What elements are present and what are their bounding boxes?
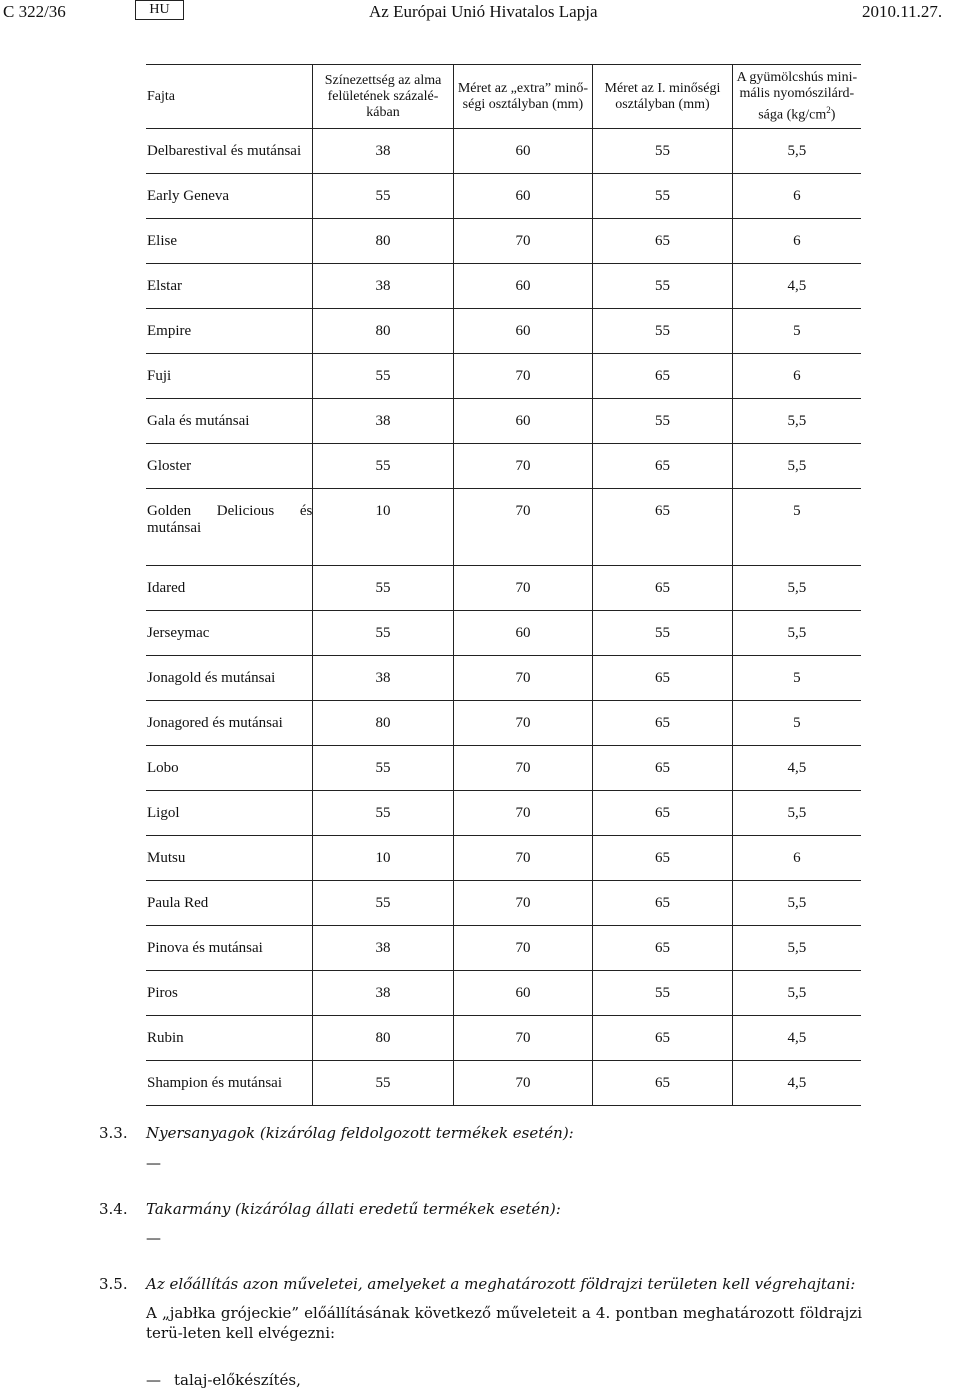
variety-cell: Ligol	[146, 791, 313, 836]
variety-cell: Jerseymac	[146, 611, 313, 656]
table-body	[146, 129, 861, 1106]
coloring-cell: 55	[313, 881, 453, 926]
firmness-cell: 4,5	[732, 1061, 861, 1106]
body-paragraph: A „jabłka grójeckie” előállításának következő műveleteit a 4. pontban meghatározott földrajzi terü-leten kell elvégezni:	[146, 1304, 862, 1342]
firmness-cell: 4,5	[732, 264, 861, 309]
table-row	[146, 881, 861, 926]
table-row	[146, 971, 861, 1016]
variety-cell: Pinova és mutánsai	[146, 926, 313, 971]
column-header-size-extra: Méret az „extra” minő-ségi osztályban (mm)	[453, 65, 593, 129]
size-extra-cell: 60	[453, 399, 593, 444]
size-class-one-cell: 65	[593, 1061, 733, 1106]
size-class-one-cell: 55	[593, 399, 733, 444]
size-extra-cell: 70	[453, 836, 593, 881]
variety-cell: Jonagold és mutánsai	[146, 656, 313, 701]
variety-cell: Piros	[146, 971, 313, 1016]
size-class-one-cell: 55	[593, 264, 733, 309]
variety-cell: Delbarestival és mutánsai	[146, 129, 313, 174]
size-extra-cell: 70	[453, 701, 593, 746]
coloring-cell: 55	[313, 746, 453, 791]
size-extra-cell: 60	[453, 264, 593, 309]
coloring-cell: 38	[313, 971, 453, 1016]
size-extra-cell: 70	[453, 489, 593, 566]
size-class-one-cell: 65	[593, 926, 733, 971]
variety-cell: Early Geneva	[146, 174, 313, 219]
table-row	[146, 746, 861, 791]
table-row	[146, 174, 861, 219]
variety-name-line: mutánsai	[147, 520, 202, 536]
table-row	[146, 791, 861, 836]
firmness-cell: 5	[732, 309, 861, 354]
coloring-cell: 38	[313, 399, 453, 444]
section-title: Az előállítás azon műveletei, amelyeket a meghatározott földrajzi területen kell végrehajtani:	[146, 1275, 856, 1293]
size-extra-cell: 70	[453, 926, 593, 971]
size-extra-cell: 70	[453, 354, 593, 399]
coloring-cell: 10	[313, 836, 453, 881]
apple-variety-table	[146, 64, 861, 1106]
variety-cell: Paula Red	[146, 881, 313, 926]
column-header-firmness: A gyümölcshús mini-mális nyomószilárd-sága $(kg/cm^2)$	[732, 65, 861, 129]
size-extra-cell: 70	[453, 444, 593, 489]
firmness-cell: 5,5	[732, 971, 861, 1016]
variety-cell: Shampion és mutánsai	[146, 1061, 313, 1106]
coloring-cell: 80	[313, 701, 453, 746]
size-class-one-cell: 55	[593, 309, 733, 354]
variety-cell: Mutsu	[146, 836, 313, 881]
size-extra-cell: 70	[453, 1061, 593, 1106]
firmness-cell: 4,5	[732, 1016, 861, 1061]
column-header-coloring: Színezettség az alma felületének százalé-kában	[313, 65, 453, 129]
list-dash: —	[146, 1371, 161, 1389]
table-row	[146, 129, 861, 174]
table-row	[146, 399, 861, 444]
size-class-one-cell: 55	[593, 611, 733, 656]
size-class-one-cell: 65	[593, 746, 733, 791]
journal-title: Az Európai Unió Hivatalos Lapja	[369, 2, 598, 21]
firmness-cell: 5,5	[732, 611, 861, 656]
variety-cell: Rubin	[146, 1016, 313, 1061]
variety-cell: Gala és mutánsai	[146, 399, 313, 444]
size-class-one-cell: 65	[593, 791, 733, 836]
coloring-cell: 55	[313, 354, 453, 399]
size-class-one-cell: 65	[593, 566, 733, 611]
size-extra-cell: 70	[453, 1016, 593, 1061]
table-row	[146, 489, 861, 566]
size-extra-cell: 60	[453, 971, 593, 1016]
table-row	[146, 656, 861, 701]
size-extra-cell: 60	[453, 611, 593, 656]
section-number: 3.5.	[99, 1275, 128, 1293]
size-extra-cell: 70	[453, 219, 593, 264]
size-class-one-cell: 65	[593, 656, 733, 701]
list-item-text: talaj-előkészítés,	[174, 1371, 301, 1389]
size-class-one-cell: 65	[593, 489, 733, 566]
table-row	[146, 219, 861, 264]
size-extra-cell: 70	[453, 656, 593, 701]
empty-dash: —	[146, 1154, 161, 1172]
size-class-one-cell: 65	[593, 881, 733, 926]
table-row	[146, 611, 861, 656]
table-row	[146, 309, 861, 354]
language-badge: HU	[135, 0, 184, 20]
variety-cell: Lobo	[146, 746, 313, 791]
size-class-one-cell: 55	[593, 174, 733, 219]
page-reference: C 322/36	[3, 2, 66, 21]
firmness-cell: 4,5	[732, 746, 861, 791]
table-row	[146, 926, 861, 971]
variety-cell: Empire	[146, 309, 313, 354]
table-row	[146, 701, 861, 746]
variety-cell: Idared	[146, 566, 313, 611]
size-class-one-cell: 65	[593, 1016, 733, 1061]
firmness-cell: 5,5	[732, 881, 861, 926]
firmness-cell: 5	[732, 656, 861, 701]
variety-cell: Elise	[146, 219, 313, 264]
firmness-cell: 6	[732, 219, 861, 264]
table-row	[146, 354, 861, 399]
firmness-cell: 5,5	[732, 926, 861, 971]
coloring-cell: 55	[313, 791, 453, 836]
size-class-one-cell: 55	[593, 971, 733, 1016]
size-extra-cell: 70	[453, 746, 593, 791]
coloring-cell: 80	[313, 1016, 453, 1061]
column-header-size-class-one: Méret az I. minőségi osztályban (mm)	[593, 65, 733, 129]
coloring-cell: 55	[313, 1061, 453, 1106]
coloring-cell: 38	[313, 926, 453, 971]
firmness-cell: 5	[732, 489, 861, 566]
column-header-variety: Fajta	[146, 65, 313, 129]
coloring-cell: 38	[313, 129, 453, 174]
variety-cell: Fuji	[146, 354, 313, 399]
firmness-cell: 5,5	[732, 791, 861, 836]
table-header-row	[146, 65, 861, 129]
table-row	[146, 1016, 861, 1061]
coloring-cell: 55	[313, 611, 453, 656]
size-class-one-cell: 65	[593, 354, 733, 399]
coloring-cell: 55	[313, 174, 453, 219]
table-row	[146, 566, 861, 611]
table-row	[146, 1061, 861, 1106]
variety-name-line: Golden Delicious és	[147, 503, 313, 519]
variety-cell: Jonagored és mutánsai	[146, 701, 313, 746]
firmness-cell: 6	[732, 174, 861, 219]
variety-cell: Gloster	[146, 444, 313, 489]
coloring-cell: 10	[313, 489, 453, 566]
firmness-cell: 6	[732, 354, 861, 399]
size-extra-cell: 70	[453, 791, 593, 836]
size-extra-cell: 60	[453, 129, 593, 174]
size-extra-cell: 70	[453, 566, 593, 611]
variety-cell	[146, 489, 313, 566]
size-class-one-cell: 65	[593, 701, 733, 746]
coloring-cell: 55	[313, 444, 453, 489]
section-number: 3.4.	[99, 1200, 128, 1218]
empty-dash: —	[146, 1229, 161, 1247]
table-row	[146, 264, 861, 309]
section-title: Takarmány (kizárólag állati eredetű termékek esetén):	[146, 1200, 561, 1218]
firmness-cell: 5,5	[732, 399, 861, 444]
size-class-one-cell: 65	[593, 444, 733, 489]
section-title: Nyersanyagok (kizárólag feldolgozott termékek esetén):	[146, 1124, 574, 1142]
size-class-one-cell: 65	[593, 836, 733, 881]
page-header	[0, 0, 960, 26]
section-number: 3.3.	[99, 1124, 128, 1142]
publication-date: 2010.11.27.	[862, 2, 943, 21]
coloring-cell: 80	[313, 219, 453, 264]
size-extra-cell: 60	[453, 309, 593, 354]
coloring-cell: 80	[313, 309, 453, 354]
size-extra-cell: 70	[453, 881, 593, 926]
table-row	[146, 836, 861, 881]
firmness-cell: 5,5	[732, 566, 861, 611]
firmness-cell: 5,5	[732, 444, 861, 489]
coloring-cell: 38	[313, 656, 453, 701]
coloring-cell: 55	[313, 566, 453, 611]
size-class-one-cell: 55	[593, 129, 733, 174]
firmness-cell: 5	[732, 701, 861, 746]
variety-cell: Elstar	[146, 264, 313, 309]
table-row	[146, 444, 861, 489]
coloring-cell: 38	[313, 264, 453, 309]
firmness-cell: 6	[732, 836, 861, 881]
size-class-one-cell: 65	[593, 219, 733, 264]
size-extra-cell: 60	[453, 174, 593, 219]
firmness-cell: 5,5	[732, 129, 861, 174]
